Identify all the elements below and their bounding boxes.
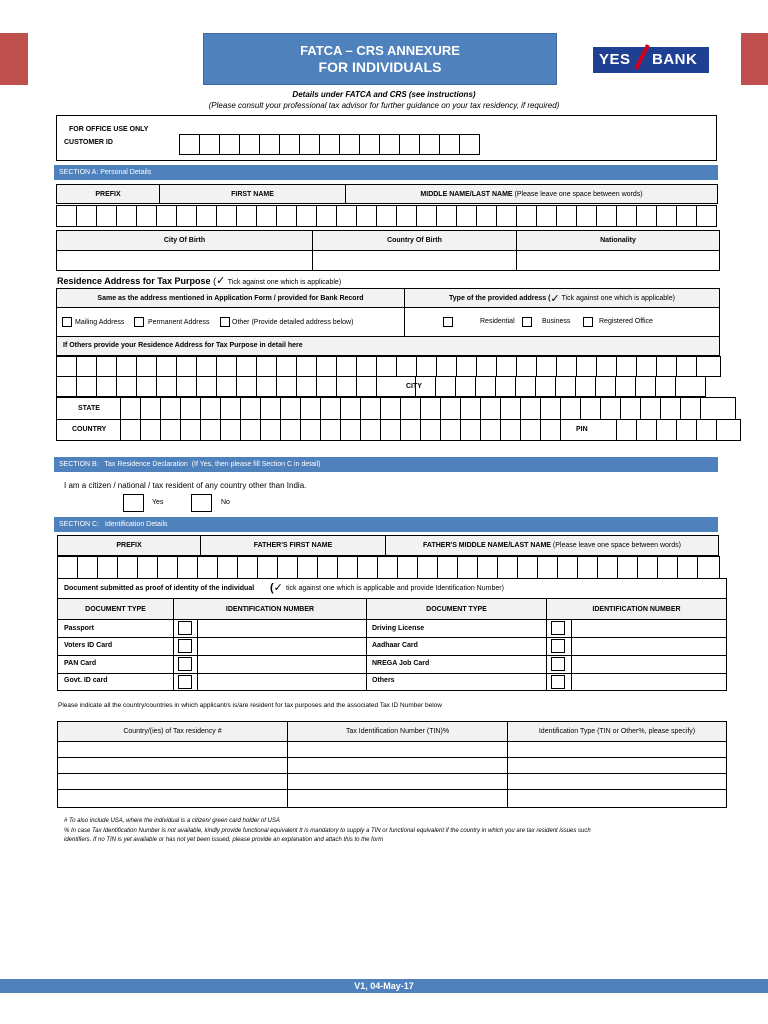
- no-checkbox[interactable]: [191, 494, 212, 512]
- state-label: STATE: [78, 405, 100, 412]
- consult-note: (Please consult your professional tax advisor for further guidance on your tax residency, if required): [208, 101, 560, 110]
- doc-proof-note: tick against one which is applicable and provide Identification Number): [286, 585, 504, 592]
- father-middle-name-label: FATHER'S MIDDLE NAME/LAST NAME: [423, 542, 551, 549]
- business-label: Business: [542, 318, 571, 325]
- section-b-header: [54, 457, 718, 472]
- mailing-address-checkbox[interactable]: [62, 317, 72, 327]
- logo-slash-icon: [633, 43, 651, 73]
- id-number-header-left: IDENTIFICATION NUMBER: [173, 598, 367, 620]
- doc-proof-label: Document submitted as proof of identity of the individual: [64, 585, 255, 592]
- doc-type-header-right: DOCUMENT TYPE: [366, 598, 547, 620]
- divider: [507, 741, 508, 808]
- tax-table-body[interactable]: [57, 741, 727, 808]
- govt-id-checkbox[interactable]: [178, 675, 192, 689]
- doc-pan-card-label: PAN Card: [64, 660, 97, 667]
- driving-license-checkbox[interactable]: [551, 621, 565, 635]
- voters-id-checkbox[interactable]: [178, 639, 192, 653]
- first-name-header: FIRST NAME: [159, 184, 346, 204]
- business-checkbox[interactable]: [522, 317, 532, 327]
- middle-name-note: (Please leave one space between words): [514, 190, 643, 198]
- residence-tick-note: Tick against one which is applicable): [227, 279, 342, 286]
- no-label: No: [221, 499, 230, 506]
- nrega-checkbox[interactable]: [551, 657, 565, 671]
- section-a-header: SECTION A: Personal Details: [54, 165, 718, 180]
- divider: [57, 773, 727, 774]
- note-tin-1: % In case Tax Identification Number is not available, kindly provide functional equivalent It is mandatory to supply a TIN or functional equivalent if the country in which you are tax resident issues such: [64, 828, 591, 834]
- checkmark-icon: (✓: [270, 582, 283, 594]
- others-checkbox[interactable]: [551, 675, 565, 689]
- father-first-name-header: FATHER'S FIRST NAME: [200, 535, 386, 556]
- country-pin-grid[interactable]: [56, 419, 740, 441]
- nationality-header: Nationality: [516, 230, 720, 251]
- country-of-birth-header: Country Of Birth: [312, 230, 517, 251]
- divider: [57, 673, 727, 674]
- tax-intro-text: Please indicate all the country/countries in which applicant/s is/are resident for tax purposes and the associated Tax ID Number below: [58, 702, 442, 709]
- doc-passport-label: Passport: [64, 625, 94, 632]
- divider: [287, 741, 288, 808]
- left-red-tab: [0, 33, 28, 85]
- name-input-grid[interactable]: [56, 205, 716, 227]
- other-address-checkbox[interactable]: [220, 317, 230, 327]
- logo-yes-text: YES: [599, 51, 631, 68]
- tax-col-tin-header: Tax Identification Number (TIN)%: [287, 721, 508, 742]
- father-middle-name-note: (Please leave one space between words): [552, 542, 681, 549]
- address-type-label: Type of the provided address: [449, 294, 547, 302]
- country-label: COUNTRY: [72, 426, 107, 433]
- section-b-title-bold: Tax Residence Declaration: [104, 461, 188, 468]
- divider: [57, 655, 727, 656]
- others-address-row: [56, 336, 720, 356]
- city-of-birth-header: City Of Birth: [56, 230, 313, 251]
- father-name-grid[interactable]: [57, 556, 719, 579]
- note-tin-2: identifiers. If no TIN is yet available or has not yet been issued, please provide an explanation and attach this to the form: [64, 837, 384, 843]
- office-use-label: FOR OFFICE USE ONLY: [69, 126, 149, 133]
- section-b-title: SECTION B:: [59, 461, 99, 468]
- address-line-1-grid[interactable]: [56, 356, 720, 377]
- doc-proof-row: [57, 578, 727, 599]
- right-red-tab: [741, 33, 768, 85]
- note-usa: # To also include USA, where the individual is a citizen/ green card holder of USA: [64, 818, 280, 824]
- divider: [57, 637, 727, 638]
- doc-others-label: Others: [372, 677, 395, 684]
- tax-residence-question: I am a citizen / national / tax resident of any country other than India.: [64, 481, 307, 490]
- address-line-2-grid[interactable]: [56, 376, 705, 397]
- yes-bank-logo: [593, 47, 709, 73]
- customer-id-label: CUSTOMER ID: [64, 139, 113, 146]
- title-line-1: FATCA – CRS ANNEXURE: [300, 43, 460, 58]
- middle-name-header: [345, 184, 718, 204]
- doc-govt-id-label: Govt. ID card: [64, 677, 108, 684]
- doc-aadhaar-label: Aadhaar Card: [372, 642, 418, 649]
- logo-bank-text: BANK: [652, 51, 698, 68]
- other-address-label: Other (Provide detailed address below): [232, 319, 354, 326]
- pan-card-checkbox[interactable]: [178, 657, 192, 671]
- doc-driving-license-label: Driving License: [372, 625, 425, 632]
- tax-col-id-type-header: Identification Type (TIN or Other%, please specify): [507, 721, 727, 742]
- nationality-input[interactable]: [516, 250, 720, 271]
- divider: [57, 757, 727, 758]
- doc-nrega-label: NREGA Job Card: [372, 660, 430, 667]
- yes-checkbox[interactable]: [123, 494, 144, 512]
- registered-office-label: Registered Office: [599, 318, 653, 325]
- city-label: CITY: [406, 383, 422, 390]
- section-c-title: SECTION C:: [59, 521, 100, 528]
- permanent-address-checkbox[interactable]: [134, 317, 144, 327]
- mailing-address-label: Mailing Address: [75, 319, 125, 326]
- residential-checkbox[interactable]: [443, 317, 453, 327]
- version-footer: V1, 04-May-17: [0, 979, 768, 993]
- city-of-birth-input[interactable]: [56, 250, 313, 271]
- doc-type-header-left: DOCUMENT TYPE: [57, 598, 174, 620]
- address-type-header: Type of the provided address ( ✓ Tick against one which is applicable): [404, 288, 720, 308]
- residence-title-text: Residence Address for Tax Purpose: [57, 276, 211, 286]
- passport-checkbox[interactable]: [178, 621, 192, 635]
- divider: [57, 789, 727, 790]
- title-line-2: FOR INDIVIDUALS: [318, 59, 442, 75]
- checkmark-icon: ✓: [216, 275, 226, 287]
- father-middle-name-header: [385, 535, 719, 556]
- middle-name-label: MIDDLE NAME/LAST NAME: [420, 190, 513, 198]
- tax-col-country-header: Country/(ies) of Tax residency #: [57, 721, 288, 742]
- registered-office-checkbox[interactable]: [583, 317, 593, 327]
- aadhaar-checkbox[interactable]: [551, 639, 565, 653]
- doc-voters-id-label: Voters ID Card: [64, 642, 113, 649]
- prefix-header: PREFIX: [56, 184, 160, 204]
- state-grid[interactable]: [56, 397, 735, 420]
- form-title: [203, 33, 557, 85]
- address-type-note: Tick against one which is applicable): [561, 294, 675, 302]
- divider: [197, 619, 198, 691]
- details-heading: Details under FATCA and CRS (see instructions): [292, 90, 476, 99]
- same-address-header: Same as the address mentioned in Application Form / provided for Bank Record: [56, 288, 405, 308]
- others-address-label: If Others provide your Residence Address for Tax Purpose in detail here: [63, 342, 303, 349]
- section-c-title-bold: Identification Details: [104, 521, 168, 528]
- divider: [571, 619, 572, 691]
- checkmark-icon: ✓: [550, 292, 560, 305]
- residence-title: Residence Address for Tax Purpose (✓ Tick against one which is applicable): [57, 275, 342, 287]
- country-of-birth-input[interactable]: [312, 250, 517, 271]
- id-number-header-right: IDENTIFICATION NUMBER: [546, 598, 727, 620]
- residential-label: Residential: [480, 318, 515, 325]
- section-c-header: [54, 517, 718, 532]
- father-prefix-header: PREFIX: [57, 535, 201, 556]
- permanent-address-label: Permanent Address: [148, 319, 210, 326]
- customer-id-grid[interactable]: [179, 134, 479, 155]
- yes-label: Yes: [152, 499, 164, 506]
- section-b-note: (If Yes, then please fill Section C in detail): [191, 461, 321, 468]
- pin-label: PIN: [576, 426, 588, 433]
